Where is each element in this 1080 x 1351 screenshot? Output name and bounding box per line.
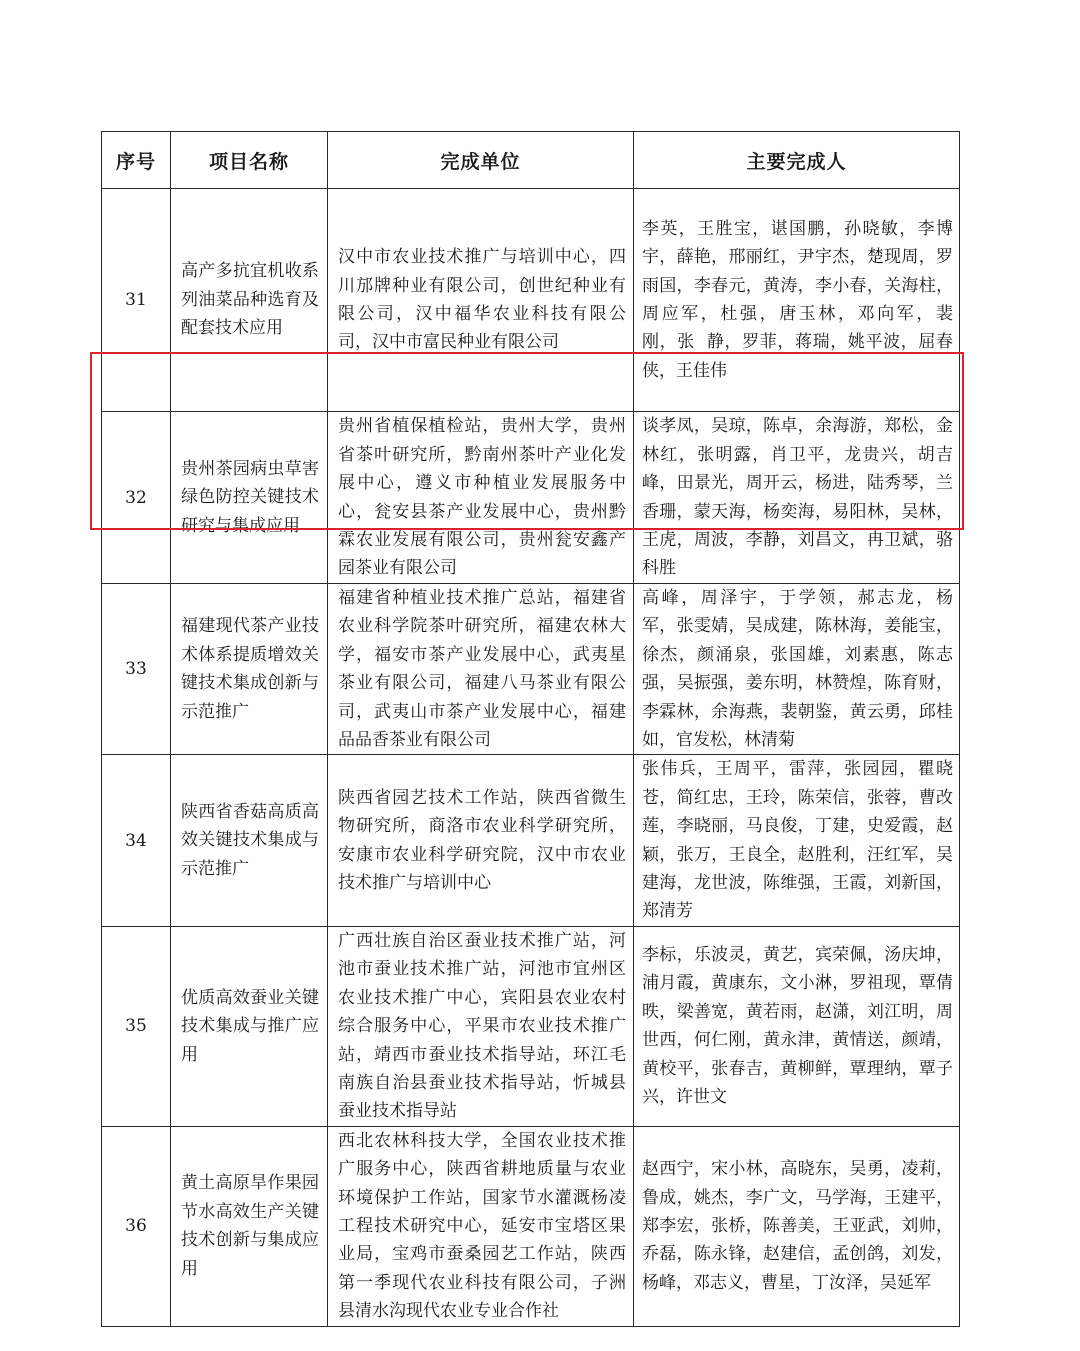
table-row <box>102 189 960 412</box>
row-serial-number: 32 <box>102 412 171 584</box>
header-project-name: 项目名称 <box>171 132 328 189</box>
table-row <box>102 412 960 584</box>
project-name-cell <box>171 412 328 584</box>
completing-unit: 陕西省园艺技术工作站，陕西省微生物研究所，商洛市农业科学研究所，安康市农业科学研究院，汉中市农业技术推广与培训中心 <box>338 787 626 894</box>
completing-unit-cell <box>328 412 634 584</box>
row-serial-number: 36 <box>102 1126 171 1326</box>
table-row <box>102 584 960 755</box>
row-serial-number: 33 <box>102 584 171 755</box>
row-serial-number: 34 <box>102 755 171 926</box>
project-name-cell <box>171 926 328 1126</box>
header-serial-number: 序号 <box>102 132 171 189</box>
completing-unit-cell <box>328 926 634 1126</box>
completing-unit: 西北农林科技大学，全国农业技术推广服务中心，陕西省耕地质量与农业环境保护工作站，国家节水灌溉杨凌工程技术研究中心，延安市宝塔区果业局，宝鸡市蚕桑园艺工作站，陕西第一季现代农业科技有限公司，子洲县清水沟现代农业专业合作社 <box>338 1130 626 1322</box>
completing-unit-cell <box>328 189 634 412</box>
contributors: 李英，王胜宝，谌国鹏，孙晓敏，李博宇，薛艳，邢丽红，尹宇杰，楚现周，罗雨国，李春元，黄涛，李小春，关海柱，周应军，杜强，唐玉林，邓向军，裴 刚，张 静，罗菲，蒋瑞，姚平波，屈春侠，王佳伟 <box>642 218 964 381</box>
table-row <box>102 926 960 1126</box>
completing-unit: 贵州省植保植检站，贵州大学，贵州省茶叶研究所，黔南州茶叶产业化发展中心，遵义市种植业发展服务中心，瓮安县茶产业发展中心，贵州黔霖农业发展有限公司，贵州瓮安鑫产园茶业有限公司 <box>338 416 626 579</box>
project-name: 陕西省香菇高质高效关键技术集成与示范推广 <box>181 802 319 879</box>
project-name-cell <box>171 189 328 412</box>
contributors-cell <box>634 189 964 412</box>
table-row <box>102 1126 960 1326</box>
achievement-table <box>101 131 964 1327</box>
table-row <box>102 755 960 926</box>
contributors-cell <box>634 412 960 584</box>
contributors: 李标，乐波灵，黄艺，宾荣佩，汤庆坤，浦月霞，黄康东，文小淋，罗祖现，覃倩昳，梁善宽，黄若雨，赵潇，刘江明，周世西，何仁刚，黄永津，黄情送，颜靖，黄校平，张春吉，黄柳鲜，覃理纳，覃子兴，许世文 <box>642 945 953 1108</box>
contributors: 谈孝凤，吴琼，陈卓，余海游，郑松，金林红，张明露，肖卫平，龙贵兴，胡吉峰，田景光，周开云，杨进，陆秀琴，兰香珊，蒙天海，杨奕海，易阳林，吴林，王虎，周波，李静，刘昌文，冉卫斌，骆科胜 <box>642 416 953 579</box>
contributors: 高峰，周泽宇，于学领，郝志龙，杨 军，张雯婧，吴成建，陈林海，姜能宝，徐杰，颜涌泉，张国雄，刘素惠，陈志强，吴振强，姜东明，林赞煌，陈育财，李霖林，余海燕，裴朝鉴，黄云勇，邱桂如，官发松，林清菊 <box>642 588 964 751</box>
contributors-cell <box>634 1126 960 1326</box>
contributors-cell <box>634 584 964 755</box>
project-name: 黄土高原旱作果园节水高效生产关键技术创新与集成应用 <box>181 1173 319 1279</box>
completing-unit: 广西壮族自治区蚕业技术推广站，河池市蚕业技术推广站，河池市宜州区农业技术推广中心，宾阳县农业农村综合服务中心，平果市农业技术推广站，靖西市蚕业技术指导站，环江毛南族自治县蚕业技术指导站，忻城县蚕业技术指导站 <box>338 930 626 1122</box>
completing-unit-cell <box>328 755 634 926</box>
project-name: 福建现代茶产业技术体系提质增效关键技术集成创新与示范推广 <box>181 616 319 722</box>
contributors: 赵西宁，宋小林，高晓东，吴勇，凌莉，鲁成，姚杰，李广文，马学海，王建平，郑李宏，张桥，陈善美，王亚武，刘帅，乔磊，陈永锋，赵建信，孟创鸽，刘发，杨峰，邓志义，曹星，丁汝泽，吴延军 <box>642 1159 953 1293</box>
row-serial-number: 35 <box>102 926 171 1126</box>
header-completing-unit: 完成单位 <box>328 132 634 189</box>
contributors: 张伟兵，王周平，雷萍，张园园，瞿晓苍，简红忠，王玲，陈荣信，张蓉，曹改莲，李晓丽，马良俊，丁建，史爱霞，赵颖，张万，王良全，赵胜利，汪红军，吴建海，龙世波，陈维强，王霞，刘新国，郑清芳 <box>642 759 953 922</box>
project-name: 优质高效蚕业关键技术集成与推广应用 <box>181 987 319 1065</box>
table-header-row <box>102 132 960 189</box>
contributors-cell <box>634 926 960 1126</box>
completing-unit-cell <box>328 1126 634 1326</box>
header-main-contributors: 主要完成人 <box>634 132 960 189</box>
completing-unit: 汉中市农业技术推广与培训中心，四川邡牌种业有限公司，创世纪种业有限公司，汉中福华农业科技有限公司，汉中市富民种业有限公司 <box>338 247 626 353</box>
project-name-cell <box>171 1126 328 1326</box>
project-name-cell <box>171 584 328 755</box>
project-name: 高产多抗宜机收系列油菜品种选育及配套技术应用 <box>181 261 319 339</box>
completing-unit-cell <box>328 584 634 755</box>
completing-unit: 福建省种植业技术推广总站，福建省农业科学院茶叶研究所，福建农林大学，福安市茶产业发展中心，武夷星茶业有限公司，福建八马茶业有限公司，武夷山市茶产业发展中心，福建品品香茶业有限公司 <box>338 588 626 751</box>
row-serial-number: 31 <box>102 189 171 412</box>
project-name: 贵州茶园病虫草害绿色防控关键技术研究与集成应用 <box>181 458 319 536</box>
project-name-cell <box>171 755 328 926</box>
contributors-cell <box>634 755 960 926</box>
